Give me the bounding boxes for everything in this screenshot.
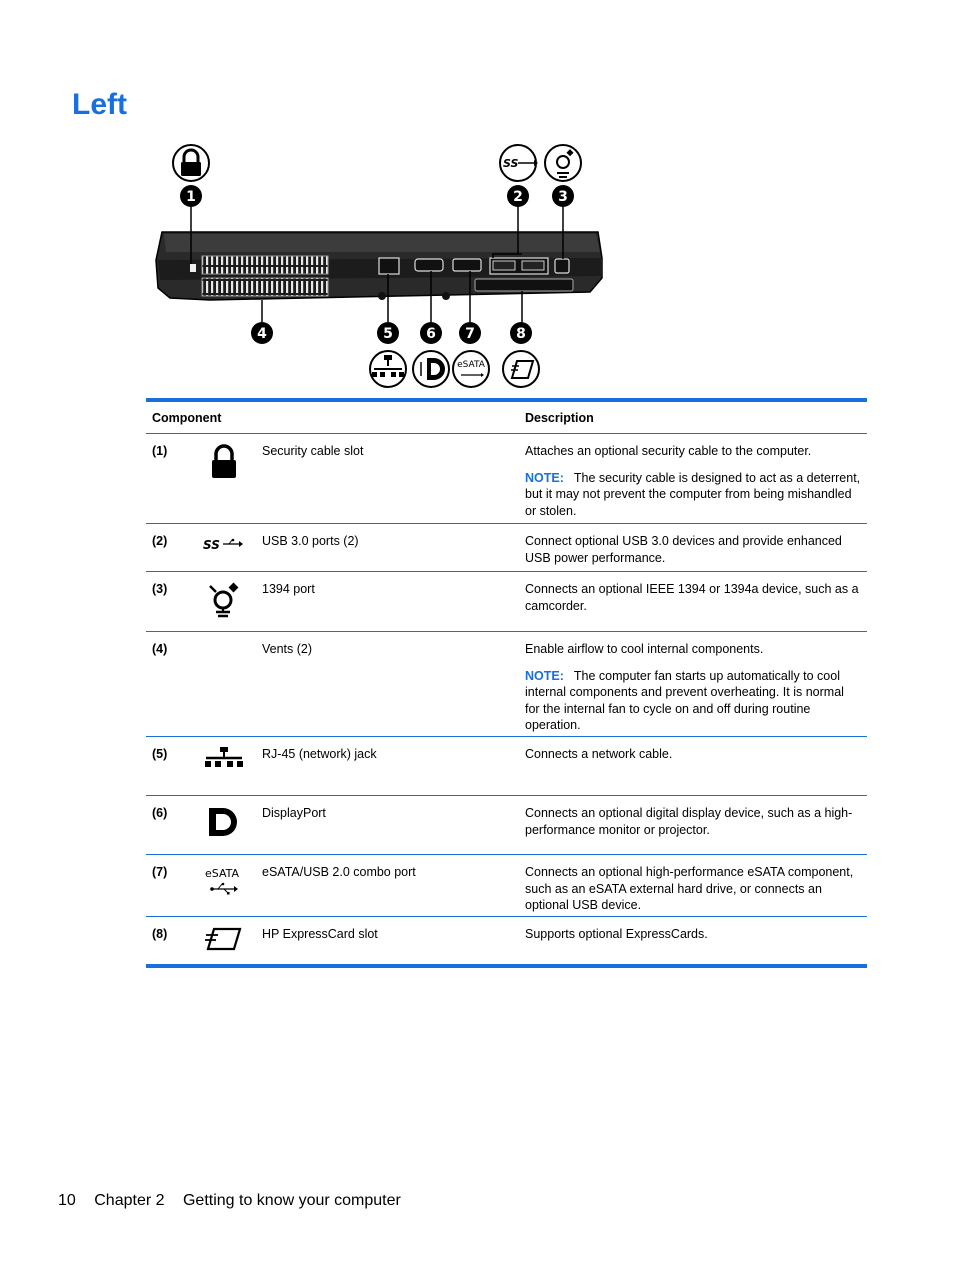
row-component-name: 1394 port — [262, 582, 315, 596]
svg-text:SS: SS — [203, 538, 220, 552]
row-description: Connect optional USB 3.0 devices and provide enhanced USB power performance. — [525, 534, 842, 565]
svg-text:eSATA: eSATA — [457, 360, 485, 370]
note-label: NOTE: — [525, 470, 564, 485]
displayport-port — [415, 259, 443, 271]
expresscard-icon-figure — [503, 351, 539, 387]
row-number: (2) — [152, 534, 168, 548]
displayport-icon-figure — [413, 351, 449, 387]
usb3-icon — [192, 524, 256, 571]
network-icon-figure — [370, 351, 406, 387]
page-footer — [58, 1192, 415, 1210]
svg-text:SS: SS — [503, 157, 519, 170]
row-number: (8) — [152, 927, 168, 941]
table-row — [146, 917, 867, 964]
row-component-name: RJ-45 (network) jack — [262, 747, 377, 761]
row-description: Connects an optional high-performance eSATA component, such as an eSATA external hard drive, or connects an optional USB device. — [525, 865, 854, 912]
row-number: (3) — [152, 582, 168, 596]
laptop-body — [156, 232, 602, 300]
callout-8: 8 — [516, 326, 526, 342]
table-row — [146, 434, 867, 524]
row-number: (7) — [152, 865, 168, 879]
table-row — [146, 796, 867, 855]
row-description: Connects an optional digital display device, such as a high-performance monitor or projector. — [525, 806, 853, 837]
row-component-name: USB 3.0 ports (2) — [262, 534, 359, 548]
table-row — [146, 855, 867, 917]
firewire-icon — [192, 572, 256, 631]
row-number: (4) — [152, 642, 168, 656]
displayport-icon — [192, 796, 256, 854]
components-table — [146, 398, 867, 968]
callout-5: 5 — [383, 326, 393, 342]
expresscard-slot — [475, 279, 573, 291]
lock-icon-figure — [173, 145, 209, 181]
row-description: Supports optional ExpressCards. — [525, 927, 708, 941]
esata-port — [453, 259, 481, 271]
lock-slot — [190, 264, 196, 272]
row-component-name: DisplayPort — [262, 806, 326, 820]
firewire-port — [555, 259, 569, 273]
row-number: (5) — [152, 747, 168, 761]
page-heading: Left — [72, 88, 127, 121]
row-component-name: HP ExpressCard slot — [262, 927, 378, 941]
callout-1: 1 — [186, 189, 196, 205]
footer-title: Getting to know your computer — [182, 1192, 401, 1209]
row-description: Attaches an optional security cable to the computer. NOTE: The security cable is designed to act as a deterrent, but it may not prevent the computer from being mishandled or stolen. — [525, 444, 861, 518]
table-row — [146, 632, 867, 737]
header-component: Component — [152, 410, 222, 425]
usb3-icon-figure — [500, 145, 538, 181]
footer-chapter: Chapter 2 — [94, 1192, 165, 1209]
rj45-port — [379, 258, 399, 274]
row-description: Enable airflow to cool internal components. NOTE: The computer fan starts up automatically to cool internal components and prevent overheating. It is normal for the internal fan to cycle on and off during routine operation. — [525, 642, 844, 732]
firewire-icon-figure — [545, 145, 581, 181]
callout-6: 6 — [426, 326, 436, 342]
esata-icon-figure — [453, 351, 489, 387]
expresscard-icon — [192, 917, 256, 964]
computer-left-side-figure — [150, 140, 620, 390]
callout-7: 7 — [465, 326, 475, 342]
network-icon — [192, 737, 256, 795]
table-header — [146, 402, 867, 434]
esata-usb-icon — [192, 855, 256, 916]
row-component-name: Security cable slot — [262, 444, 364, 458]
row-number: (1) — [152, 444, 168, 458]
header-description: Description — [525, 410, 594, 425]
note-label: NOTE: — [525, 668, 564, 683]
table-row — [146, 524, 867, 572]
table-row — [146, 572, 867, 632]
row-description: Connects a network cable. — [525, 747, 673, 761]
lock-icon — [192, 434, 256, 523]
page-number: 10 — [58, 1192, 76, 1209]
callout-4: 4 — [257, 326, 267, 342]
row-component-name: eSATA/USB 2.0 combo port — [262, 865, 416, 879]
row-description: Connects an optional IEEE 1394 or 1394a device, such as a camcorder. — [525, 582, 859, 613]
row-component-name: Vents (2) — [262, 642, 313, 656]
table-row — [146, 737, 867, 796]
row-number: (6) — [152, 806, 168, 820]
svg-text:eSATA: eSATA — [205, 867, 240, 880]
callout-3: 3 — [558, 189, 568, 205]
callout-2: 2 — [513, 189, 523, 205]
